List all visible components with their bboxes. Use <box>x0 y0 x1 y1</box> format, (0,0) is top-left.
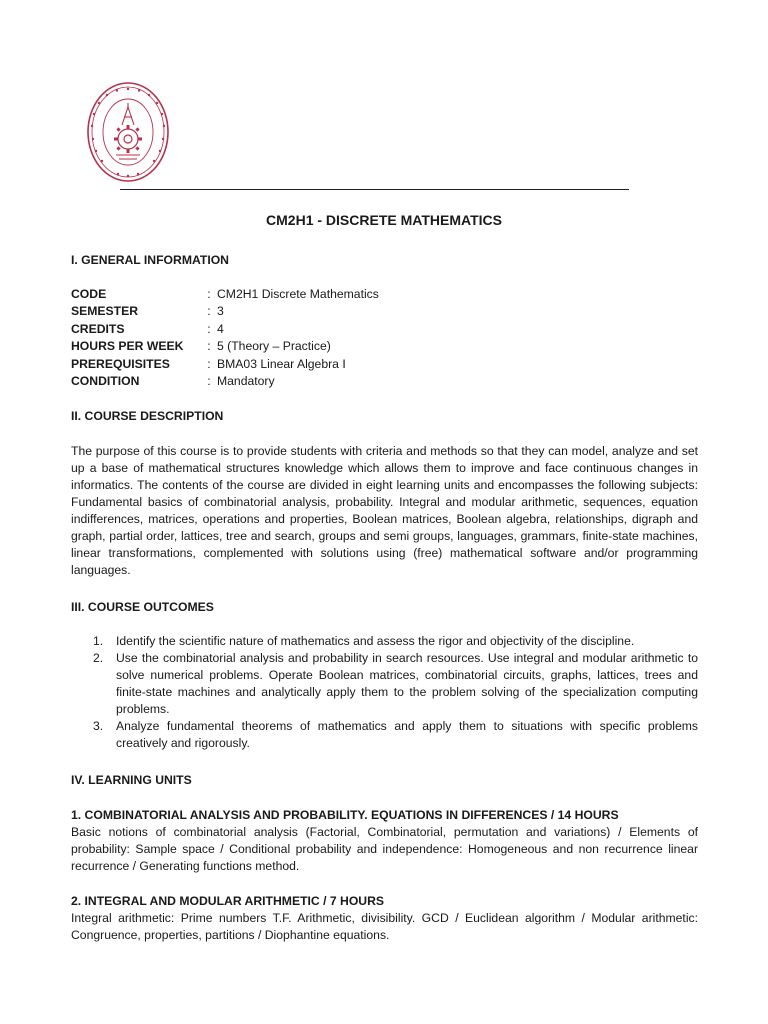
info-key: SEMESTER <box>71 304 139 319</box>
info-value: BMA03 Linear Algebra I <box>217 356 346 371</box>
info-key: CODE <box>71 287 107 301</box>
info-value: 4 <box>217 321 224 336</box>
info-key: CONDITION <box>71 373 140 388</box>
unit-paragraph: Basic notions of combinatorial analysis (Factorial, Combinatorial, permutation and variations) / Elements of probability: Sample space / Conditional probability and independence: Homogeneous and non recurrence linear recurrence / Generating functions method. <box>71 825 698 873</box>
info-colon: : <box>207 304 211 319</box>
info-colon: : <box>207 287 211 301</box>
unit-1-title: 1. COMBINATORIAL ANALYSIS AND PROBABILITY. EQUATIONS IN DIFFERENCES / 14 HOURS <box>71 808 619 822</box>
unit-1-text <box>71 824 698 875</box>
info-colon: : <box>207 356 211 371</box>
list-item <box>71 633 698 650</box>
info-row-code <box>71 286 691 303</box>
info-row-prerequisites <box>71 356 691 373</box>
course-outcomes-heading: III. COURSE OUTCOMES <box>71 600 214 614</box>
info-value: 3 <box>217 304 224 319</box>
list-item <box>71 718 698 752</box>
list-text: Identify the scientific nature of mathematics and assess the rigor and objectivity of the discipline. <box>116 634 635 648</box>
description-paragraph: The purpose of this course is to provide students with criteria and methods so that they can model, analyze and set up a base of mathematical structures knowledge which allows them to improve and face continuous changes in informatics. The contents of the course are divided in eight learning units and encompasses the following subjects: Fundamental basics of combinatorial analysis, probability. Integral and modular arithmetic, sequences, equation indifferences, matrices, operations and properties, Boolean matrices, Boolean algebra, relationships, digraph and graph, partial order, lattices, tree and search, groups and semi groups, languages, grammars, finite-state machines, linear transformations, complemented with solutions using (free) mathematical software and/or programming languages. <box>71 444 698 577</box>
learning-units-heading: IV. LEARNING UNITS <box>71 773 192 787</box>
list-text: Use the combinatorial analysis and probability in search resources. Use integral and modular arithmetic to solve numerical problems. Operate Boolean matrices, combinatorial circuits, graphs, lattices, trees and finite-state machines and analytically apply them to the problem solving of the specialization computing problems. <box>116 651 698 716</box>
header-divider <box>120 189 629 190</box>
info-row-condition <box>71 373 691 390</box>
info-colon: : <box>207 373 211 388</box>
info-value: CM2H1 Discrete Mathematics <box>217 287 379 301</box>
info-colon: : <box>207 321 211 336</box>
course-description-text <box>71 443 698 579</box>
info-row-hours <box>71 338 691 355</box>
info-key: PREREQUISITES <box>71 356 170 371</box>
course-description-heading: II. COURSE DESCRIPTION <box>71 409 224 423</box>
info-value: 5 (Theory – Practice) <box>217 339 331 354</box>
university-seal-icon <box>86 81 170 183</box>
outcomes-list <box>71 633 698 752</box>
unit-2-text <box>71 910 698 944</box>
info-key: HOURS PER WEEK <box>71 339 184 354</box>
page-title: CM2H1 - DISCRETE MATHEMATICS <box>266 212 502 228</box>
info-row-credits <box>71 321 691 338</box>
unit-2-title: 2. INTEGRAL AND MODULAR ARITHMETIC / 7 HOURS <box>71 894 385 908</box>
unit-paragraph: Integral arithmetic: Prime numbers T.F. Arithmetic, divisibility. GCD / Euclidean algorithm / Modular arithmetic: Congruence, properties, partitions / Diophantine equations. <box>71 911 698 942</box>
info-row-semester <box>71 303 691 320</box>
info-value: Mandatory <box>217 373 275 388</box>
info-key: CREDITS <box>71 321 125 336</box>
info-colon: : <box>207 339 211 354</box>
list-number: 3. <box>93 719 104 733</box>
general-info-table <box>71 286 691 390</box>
list-text: Analyze fundamental theorems of mathematics and apply them to situations with specific problems creatively and rigorously. <box>116 719 698 750</box>
general-info-heading: I. GENERAL INFORMATION <box>71 253 229 267</box>
list-number: 1. <box>93 634 104 648</box>
list-item <box>71 650 698 718</box>
list-number: 2. <box>93 651 104 665</box>
